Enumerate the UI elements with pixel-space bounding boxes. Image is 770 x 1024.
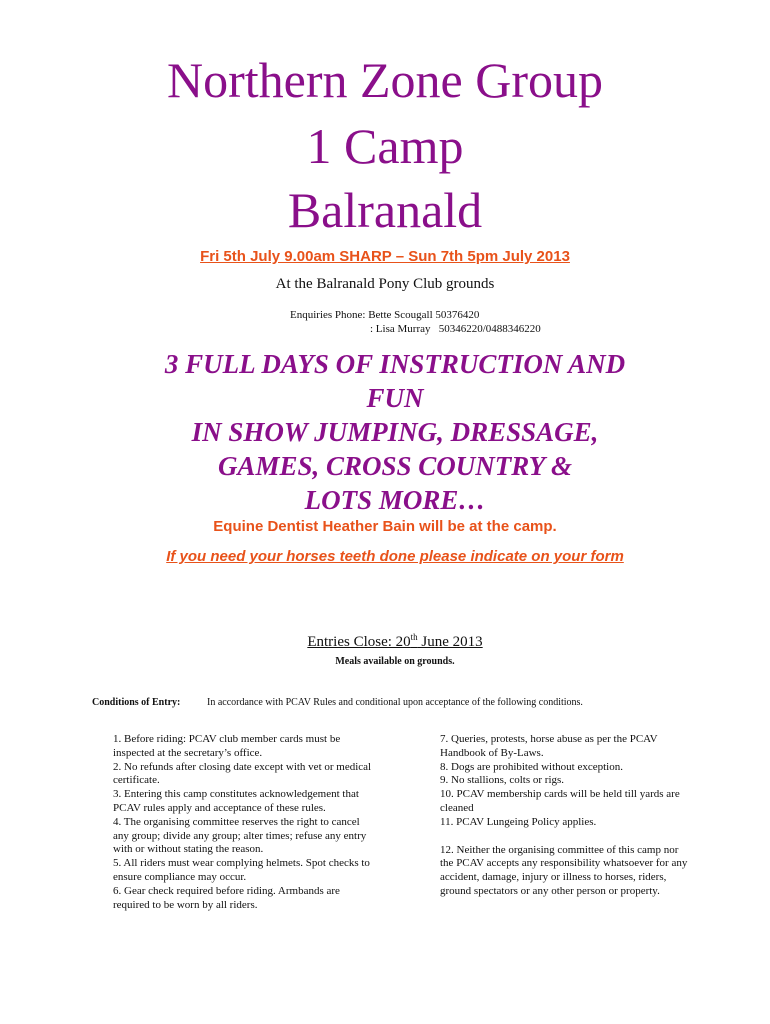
- rule-item: 6. Gear check required before riding. Armbands are required to be worn by all riders.: [113, 884, 340, 911]
- headline-line-3: IN SHOW JUMPING, DRESSAGE,: [191, 417, 599, 447]
- entries-close-suffix: June 2013: [417, 634, 483, 650]
- rule-item: 4. The organising committee reserves the right to cancel any group; divide any group; alter times; refuse any entry with or without stating the reason.: [113, 815, 367, 856]
- entries-close: [0, 632, 770, 651]
- entries-close-prefix: Entries Close: 20: [307, 634, 411, 650]
- venue: At the Balranald Pony Club grounds: [275, 276, 495, 292]
- rules-left-column: [113, 733, 375, 912]
- rule-item: 9. No stallions, colts or rigs.: [440, 774, 565, 787]
- rule-item: 3. Entering this camp constitutes acknowledgement that PCAV rules apply and acceptance of these rules.: [113, 788, 359, 814]
- conditions-text: In accordance with PCAV Rules and conditional upon acceptance of the following conditions.: [207, 697, 583, 708]
- teeth-note: If you need your horses teeth done please indicate on your form: [166, 548, 624, 565]
- rules-right-column: [440, 733, 692, 899]
- enquiries-line-1: Enquiries Phone: Bette Scougall 50376420: [290, 309, 480, 321]
- rule-item: 5. All riders must wear complying helmets. Spot checks to ensure compliance may occur.: [113, 857, 370, 883]
- title-line-1: Northern Zone Group: [167, 52, 603, 108]
- rule-item: 12. Neither the organising committee of this camp nor the PCAV accepts any responsibility whatsoever for any accident, damage, injury or illness to horses, riders, ground spectators or any other person or property.: [440, 843, 688, 897]
- headline-line-1: 3 FULL DAYS OF INSTRUCTION AND: [164, 349, 626, 379]
- meals-note: Meals available on grounds.: [335, 656, 455, 667]
- rule-item: 11. PCAV Lungeing Policy applies.: [440, 815, 597, 828]
- conditions-label: Conditions of Entry:: [92, 697, 181, 708]
- rule-item: 10. PCAV membership cards will be held till yards are cleaned: [440, 788, 680, 814]
- dentist-notice: Equine Dentist Heather Bain will be at the camp.: [213, 518, 557, 535]
- title-line-2: 1 Camp: [306, 118, 464, 174]
- title-line-3: Balranald: [287, 182, 483, 238]
- rule-item: 2. No refunds after closing date except with vet or medical certificate.: [113, 760, 372, 787]
- rule-item: 1. Before riding: PCAV club member cards must be inspected at the secretary’s office.: [113, 733, 341, 759]
- headline-line-4: GAMES, CROSS COUNTRY &: [217, 451, 573, 481]
- headline-line-2: FUN: [366, 383, 424, 413]
- enquiries-line-2: : Lisa Murray 50346220/0488346220: [370, 323, 541, 335]
- rule-item: 7. Queries, protests, horse abuse as per the PCAV Handbook of By-Laws.: [440, 733, 658, 759]
- event-dates: Fri 5th July 9.00am SHARP – Sun 7th 5pm July 2013: [200, 248, 570, 265]
- headline-line-5: LOTS MORE…: [304, 485, 486, 515]
- entries-close-sup: th: [410, 632, 418, 642]
- rule-item: 8. Dogs are prohibited without exception.: [440, 760, 623, 773]
